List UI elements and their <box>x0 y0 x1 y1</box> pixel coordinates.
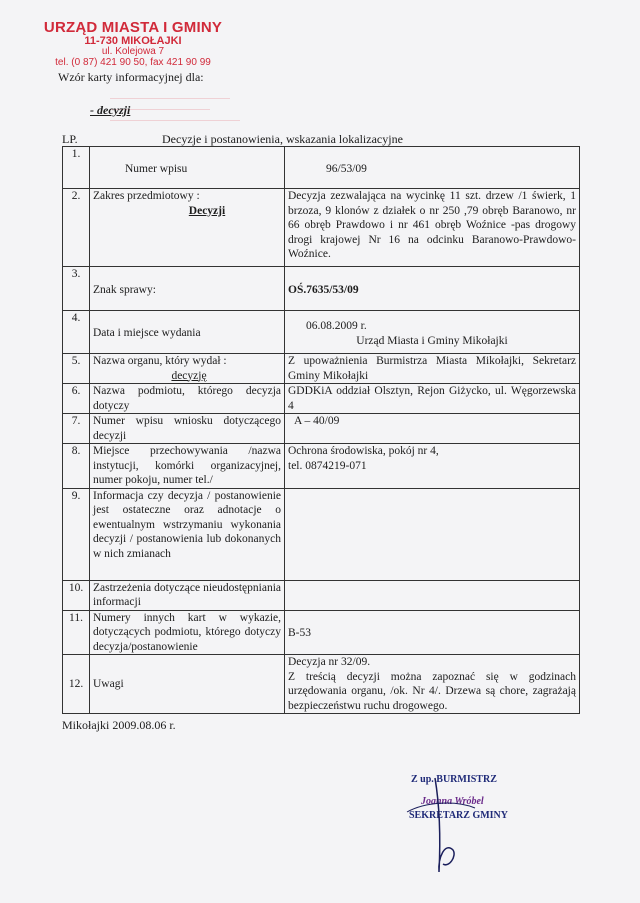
row-number: 10. <box>63 580 90 610</box>
row-value <box>285 655 580 714</box>
row-value-text: Z upoważnienia Burmistrza Miasta Mikołajki, Sekretarz Gminy Mikołajki <box>288 355 576 382</box>
row-label <box>90 147 285 189</box>
row-label <box>90 354 285 384</box>
row-number: 6. <box>63 384 90 414</box>
row-value-text: GDDKiA oddział Olsztyn, Rejon Giżycko, ul. Węgorzewska 4 <box>288 385 576 412</box>
row-value-text: Ochrona środowiska, pokój nr 4, <box>288 445 439 457</box>
row-value <box>285 189 580 267</box>
table-row <box>63 444 580 489</box>
table-row <box>63 384 580 414</box>
decision-type-item: - decyzji <box>90 103 131 117</box>
row-label <box>90 655 285 714</box>
row-value <box>285 354 580 384</box>
table-row <box>63 414 580 444</box>
row-number: 7. <box>63 414 90 444</box>
row-label-text: Numery innych kart w wykazie, dotyczących podmiotu, którego dotyczy decyzja/postanowienie <box>93 611 281 653</box>
signature-title: SEKRETARZ GMINY <box>409 810 508 821</box>
row-value-text: A – 40/09 <box>294 415 340 427</box>
row-label <box>90 414 285 444</box>
row-value-text: OŚ.7635/53/09 <box>288 284 359 296</box>
row-label <box>90 267 285 311</box>
row-label-text: Nazwa organu, który wydał : <box>93 355 227 367</box>
row-label <box>90 384 285 414</box>
card-template-label: Wzór karty informacyjnej dla: <box>58 70 204 84</box>
row-value-text: 06.08.2009 r. <box>306 320 367 332</box>
handwritten-signature-icon <box>405 772 535 882</box>
row-label <box>90 311 285 354</box>
row-label-text: Numer wpisu <box>125 163 188 175</box>
row-label-text: Zakres przedmiotowy : <box>93 190 200 202</box>
lp-header: LP. <box>62 132 78 146</box>
row-number <box>63 655 90 714</box>
row-number: 2. <box>63 189 90 267</box>
row-label-text: Zastrzeżenia dotyczące nieudostępniania informacji <box>93 581 281 608</box>
stamp-postcode-city: 11-730 MIKOŁAJKI <box>84 34 182 47</box>
row-number: 9. <box>63 488 90 580</box>
table-row <box>63 189 580 267</box>
row-number: 1. <box>63 147 90 189</box>
table-row <box>63 610 580 655</box>
row-label <box>90 444 285 489</box>
row-label-text: Data i miejsce wydania <box>93 327 201 339</box>
row-label-text: Miejsce przechowywania /nazwa instytucji, komórki organizacyjnej, numer pokoju, numer tel./ <box>93 445 281 486</box>
faded-stamp-impression <box>110 88 250 121</box>
row-value-text: B-53 <box>288 626 311 639</box>
information-card-table <box>62 146 580 714</box>
row-value-subtext: Urząd Miasta i Gminy Mikołajki <box>356 334 508 347</box>
row-number: 3. <box>63 267 90 311</box>
row-value-text: 96/53/09 <box>326 163 367 175</box>
row-label-text: Uwagi <box>93 678 124 690</box>
row-label-text: Numer wpisu wniosku dotyczącego decyzji <box>93 415 281 442</box>
row-value <box>285 384 580 414</box>
row-value <box>285 147 580 189</box>
row-value-text: Decyzja zezwalająca na wycinkę 11 szt. drzew /1 świerk, 1 brzoza, 9 klonów z działek o nr 250 ,79 obręb Baranowo, nr 66 obręb Prawdowo i nr 461 obręb Woźnice -pas drogowy drogi krajowej Nr 16 na odcinku Baranowo-Prawdowo-Woźnice. <box>288 190 576 260</box>
table-row <box>63 655 580 714</box>
row-value-text: Decyzja nr 32/09. <box>288 656 371 668</box>
signature-name: Joanna Wróbel <box>421 796 484 807</box>
row-value <box>285 267 580 311</box>
row-label <box>90 580 285 610</box>
table-row <box>63 580 580 610</box>
row-value <box>285 580 580 610</box>
row-number: 8. <box>63 444 90 489</box>
row-number: 4. <box>63 311 90 354</box>
row-value <box>285 488 580 580</box>
row-label <box>90 488 285 580</box>
row-value-subtext: tel. 0874219-071 <box>288 459 367 472</box>
row-label-subtext: decyzję <box>171 369 207 382</box>
stamp-office-name: URZĄD MIASTA I GMINY <box>43 19 223 36</box>
stamp-street: ul. Kolejowa 7 <box>101 46 165 58</box>
row-label <box>90 189 285 267</box>
row-label <box>90 610 285 655</box>
row-number: 5. <box>63 354 90 384</box>
table-row <box>63 354 580 384</box>
row-label-subtext: Decyzji <box>188 204 226 217</box>
table-row <box>63 311 580 354</box>
row-value-subtext: Z treścią decyzji można zapoznać się w godzinach urzędowania organu, /ok. Nr 4/. Drzewa są chore, zagrażają bezpieczeństwu ruchu drogowego. <box>288 670 576 712</box>
row-value <box>285 414 580 444</box>
row-value <box>285 444 580 489</box>
row-label-text: Nazwa podmiotu, którego decyzja dotyczy <box>93 385 281 412</box>
row-value <box>285 610 580 655</box>
office-stamp <box>38 20 228 68</box>
document-section-title: Decyzje i postanowienia, wskazania lokalizacyjne <box>162 132 403 146</box>
signature-block <box>405 772 535 882</box>
place-and-date: Mikołajki 2009.08.06 r. <box>62 718 176 732</box>
table-row <box>63 488 580 580</box>
row-number-text: 12. <box>68 678 84 690</box>
table-row <box>63 267 580 311</box>
stamp-phone-fax: tel. (0 87) 421 90 50, fax 421 90 99 <box>55 56 211 68</box>
row-number: 11. <box>63 610 90 655</box>
row-label-text: Znak sprawy: <box>93 284 156 296</box>
row-value <box>285 311 580 354</box>
table-row <box>63 147 580 189</box>
signature-authority-line: Z up. BURMISTRZ <box>411 774 497 785</box>
row-label-text: Informacja czy decyzja / postanowienie jest ostateczne oraz adnotacje o ewentualnym wstrzymaniu wykonania decyzji / postanowienia lub dokonanych w nich zmianach <box>93 489 281 560</box>
